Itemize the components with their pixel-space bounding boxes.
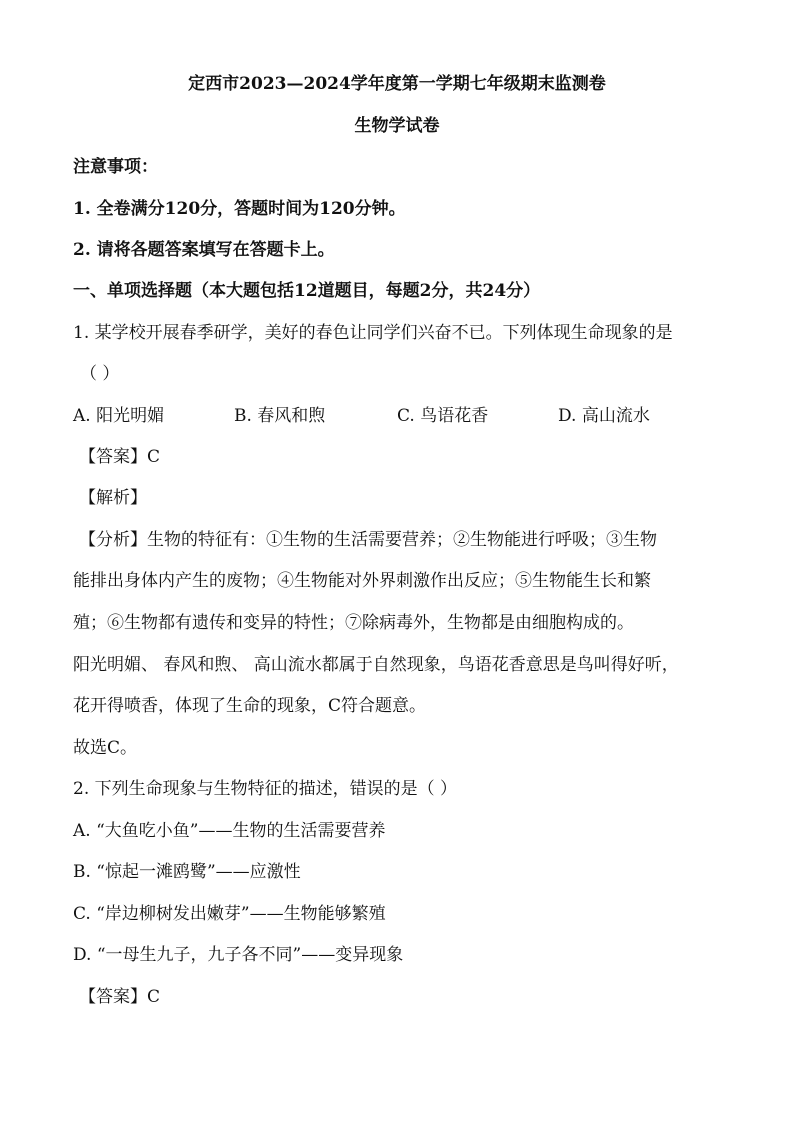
q2-option-c: C. “岸边柳树发出嫩芽”——生物能够繁殖 bbox=[73, 904, 386, 924]
q1-option-a: A. 阳光明媚 bbox=[73, 406, 165, 426]
q2-option-a: A. “大鱼吃小鱼”——生物的生活需要营养 bbox=[73, 821, 386, 841]
q1-answer: 【答案】C bbox=[79, 447, 161, 467]
q1-option-c: C. 鸟语花香 bbox=[397, 406, 489, 426]
notice-item-2: 2. 请将各题答案填写在答题卡上。 bbox=[73, 240, 335, 260]
q1-analysis-label: 【解析】 bbox=[79, 488, 147, 508]
page-title: 定西市2023—2024学年度第一学期七年级期末监测卷 bbox=[188, 74, 606, 94]
q2-option-d: D. “一母生九子，九子各不同”——变异现象 bbox=[73, 945, 404, 965]
q1-stem-line-1: 1. 某学校开展春季研学，美好的春色让同学们兴奋不已。下列体现生命现象的是 bbox=[73, 323, 673, 343]
q1-analysis-line: 阳光明媚、 春风和煦、 高山流水都属于自然现象，鸟语花香意思是鸟叫得好听， bbox=[73, 655, 679, 675]
notice-item-1: 1. 全卷满分120分，答题时间为120分钟。 bbox=[73, 199, 406, 219]
section-heading: 一、单项选择题（本大题包括12道题目，每题2分，共24分） bbox=[73, 281, 541, 301]
q2-option-b: B. “惊起一滩鸥鹭”——应激性 bbox=[73, 862, 301, 882]
q1-option-b: B. 春风和煦 bbox=[234, 406, 326, 426]
q1-conclusion: 故选C。 bbox=[73, 738, 138, 758]
q1-analysis-line: 能排出身体内产生的废物；④生物能对外界刺激作出反应；⑤生物能生长和繁 bbox=[73, 571, 651, 591]
q1-option-d: D. 高山流水 bbox=[558, 406, 650, 426]
notice-heading: 注意事项： bbox=[73, 157, 158, 177]
q1-analysis-line: 【分析】生物的特征有：①生物的生活需要营养；②生物能进行呼吸；③生物 bbox=[79, 530, 657, 550]
q1-analysis-line: 花开得喷香，体现了生命的现象，C符合题意。 bbox=[73, 696, 427, 716]
q2-answer: 【答案】C bbox=[79, 987, 161, 1007]
q1-stem-line-2: （ ） bbox=[80, 364, 120, 384]
q1-analysis-line: 殖；⑥生物都有遗传和变异的特性；⑦除病毒外，生物都是由细胞构成的。 bbox=[73, 613, 634, 633]
q2-stem: 2. 下列生命现象与生物特征的描述，错误的是（ ） bbox=[73, 779, 458, 799]
page-subtitle: 生物学试卷 bbox=[354, 116, 440, 136]
